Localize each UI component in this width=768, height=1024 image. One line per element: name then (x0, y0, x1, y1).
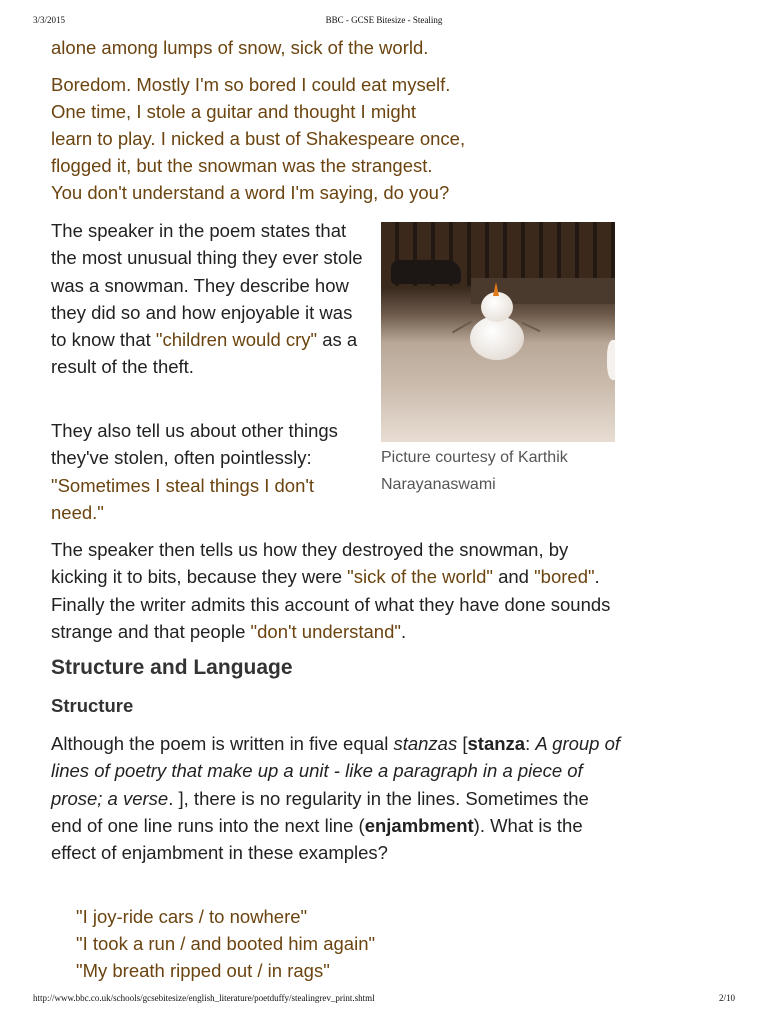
paragraph-text: . (400, 620, 407, 642)
stanzas-word: stanzas (393, 733, 458, 754)
paragraph-text: Although the poem is written in five equal (51, 733, 394, 754)
paragraph-text: The speaker then tells us how they destroyed the snowman, by kicking it to bits, because they were (51, 539, 569, 588)
glossary-term-stanza: stanza (467, 733, 526, 754)
print-title: BBC - GCSE Bitesize - Stealing (325, 15, 443, 25)
glossary-definition: A group of lines of poetry that make up a unit - like a paragraph in a piece of prose; a verse (51, 733, 621, 809)
heading-structure: Structure (51, 695, 134, 716)
snowman-figure (381, 222, 617, 498)
paragraph-text: [ (457, 733, 468, 754)
paragraph-structure (51, 730, 623, 866)
poem-line: learn to play. I nicked a bust of Shakespeare once, (51, 128, 466, 149)
poem-line: Boredom. Mostly I'm so bored I could eat myself. (51, 74, 451, 95)
quote-steal-things: "Sometimes I steal things I don't need." (51, 474, 315, 523)
quote-sick-of-world: "sick of the world" (347, 566, 493, 588)
paragraph-text: as a result of the theft. (51, 329, 358, 378)
print-footer (33, 993, 735, 1007)
example-quote: "I took a run / and booted him again" (76, 933, 376, 954)
paragraph-text: ). What is the effect of enjambment in these examples? (51, 814, 583, 864)
paragraph-summary-2 (51, 417, 363, 526)
quote-children-cry: "children would cry" (155, 329, 318, 351)
paragraph-text: : (525, 733, 536, 754)
print-header (33, 15, 735, 29)
poem-line: One time, I stole a guitar and thought I might (51, 101, 417, 122)
paragraph-text: They also tell us about other things they've stolen, often pointlessly: (51, 420, 338, 469)
poem-line: alone among lumps of snow, sick of the world. (51, 37, 429, 58)
photo-caption: Picture courtesy of Karthik Narayanaswami (381, 449, 568, 493)
poem-line: flogged it, but the snowman was the strangest. (51, 155, 433, 176)
paragraph-summary-3 (51, 536, 621, 645)
paragraph-text: and (492, 566, 535, 588)
quote-bored: "bored" (534, 566, 595, 588)
paragraph-text: . Finally the writer admits this account of what they have done sounds strange and that people (51, 566, 611, 642)
example-quote: "I joy-ride cars / to nowhere" (76, 906, 308, 927)
poem-line: You don't understand a word I'm saying, do you? (51, 182, 450, 203)
print-url: http://www.bbc.co.uk/schools/gcsebitesize/english_literature/poetduffy/stealingrev_print.shtml (33, 993, 375, 1003)
paragraph-text: . ], there is no regularity in the lines. Sometimes the end of one line runs into the next line ( (51, 787, 589, 836)
snowman-photo (381, 222, 615, 442)
page-number: 2/10 (718, 993, 735, 1003)
term-enjambment: enjambment (364, 814, 474, 836)
paragraph-summary-1 (51, 217, 363, 381)
example-quote: "My breath ripped out / in rags" (76, 960, 330, 981)
heading-structure-language: Structure and Language (51, 656, 293, 679)
paragraph-text: The speaker in the poem states that the most unusual thing they ever stole was a snowman. They describe how they did so and how enjoyable it was to know that (51, 220, 363, 351)
quote-dont-understand: "don't understand" (250, 620, 401, 642)
print-date: 3/3/2015 (33, 15, 66, 25)
